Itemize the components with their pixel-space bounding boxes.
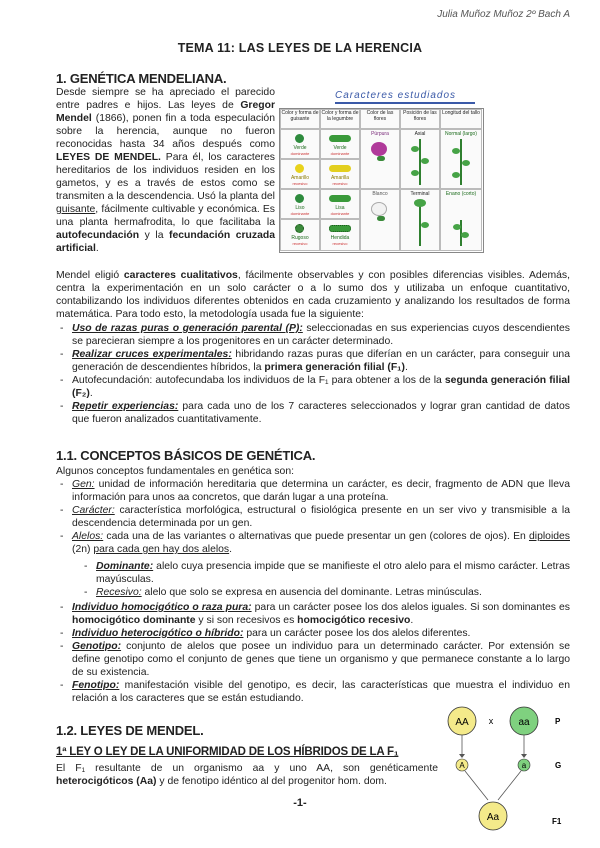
- mendel-method-paragraph: Mendel eligió caracteres cualitativos, fácilmente observables y con posibles diferencias visibles. Además, centra la experimentación en un solo carácter o a lo sumo dos y utilizaba un enfoque cuantitativo, contabilizando los individuos diferentes obtenidos en cada cruzamiento y analizando los resultados de forma matemática. Para todo esto, la metodología usada fue la siguiente:: [56, 270, 570, 320]
- list-item: - Fenotipo: manifestación visible del genotipo, es decir, las características que muestra el individuo en relación a los caracteres que se están estudiando.: [56, 679, 570, 705]
- page-title: TEMA 11: LAS LEYES DE LA HERENCIA: [177, 41, 423, 55]
- list-item: - Carácter: característica morfológica, estructural o fisiológica presente en un ser vivo y transmisible a la descendencia determinada por un gen.: [56, 504, 570, 530]
- stem-tall: Normal (largo): [440, 129, 482, 189]
- flower-purple: Púrpura: [360, 129, 400, 189]
- first-law-diagram: [430, 700, 590, 848]
- first-law-text: El F₁ resultante de un organismo aa y uno AA, son genéticamente heterocigóticos (Aa) y de fenotipo idéntico al del progenitor hom. dom.: [56, 763, 438, 787]
- svg-text:aa: aa: [518, 717, 530, 728]
- gamete-a: [518, 759, 530, 771]
- list-item: - Dominante: alelo cuya presencia impide que se manifieste el otro alelo para el mismo carácter. Letras mayúsculas.: [56, 560, 570, 586]
- seed-wrinkled: Rugoso recesivo: [280, 219, 320, 251]
- seed-smooth: Liso dominante: [280, 189, 320, 219]
- svg-text:Aa: Aa: [486, 812, 500, 823]
- pod-constricted: Hendida recesivo: [320, 219, 360, 251]
- parent-AA: [448, 707, 476, 735]
- author-header: Julia Muñoz Muñoz 2º Bach A: [437, 9, 570, 20]
- label-G: G: [555, 761, 562, 770]
- list-item: - Repetir experiencias: para cada uno de los 7 caracteres seleccionados y lograr gran cantidad de datos que fueron analizados cuantitativamente.: [56, 400, 570, 426]
- concepts-list: [56, 478, 570, 556]
- seed-yellow: Amarillo recesivo: [280, 159, 320, 189]
- method-list: [56, 322, 570, 426]
- offspring-Aa: [479, 802, 507, 830]
- list-item: - Realizar cruces experimentales: hibridando razas puras que diferían en un carácter, para conseguir una generación de descendientes híbridos, la primera generación filial (F₁).: [56, 348, 570, 374]
- figure-title: Caracteres estudiados: [335, 90, 457, 101]
- list-item: - Autofecundación: autofecundaba los individuos de la F₁ para obtener a los de la segunda generación filial (F₂).: [56, 374, 570, 400]
- characters-figure: [279, 86, 482, 251]
- flower-axial: Axial: [400, 129, 440, 189]
- seed-green: Verde dominante: [280, 129, 320, 159]
- parent-aa: [510, 707, 538, 735]
- intro-paragraph: Desde siempre se ha apreciado el parecido entre padres e hijos. Las leyes de Gregor Mendel (1866), ponen fin a toda especulación sobre la herencia, aunque no fueron reconocidas hasta 34 años después como LEYES DE MENDEL. Para él, los caracteres hereditarios de los individuos residen en los gametos, y es a través de estos como se transmiten a la descendencia. Usó la planta del guisante, fácilmente cultivable y económica. Es una planta hermafrodita, lo que facilitaba la autofecundación y la fecundación cruzada artificial.: [56, 87, 275, 254]
- list-item: - Gen: unidad de información hereditaria que determina un carácter, es decir, fragmento de ADN que lleva información para unos aa concretos, que darán lugar a una proteína.: [56, 478, 570, 504]
- section-heading-1-1: 1.1. CONCEPTOS BÁSICOS DE GENÉTICA.: [56, 448, 316, 463]
- header-pod: Color y forma de la legumbre: [320, 109, 360, 129]
- label-P: P: [555, 717, 561, 726]
- header-stem: Longitud del tallo: [440, 109, 482, 129]
- alleles-sublist: [56, 560, 570, 599]
- list-item: - Individuo heterocigótico o híbrido: para un carácter posee los dos alelos diferentes.: [56, 627, 570, 640]
- section-heading-1-2: 1.2. LEYES DE MENDEL.: [56, 723, 204, 738]
- stem-dwarf: Enano (corto): [440, 189, 482, 251]
- flower-terminal: Terminal: [400, 189, 440, 251]
- pod-smooth: Lisa dominante: [320, 189, 360, 219]
- section-heading-1: 1. GENÉTICA MENDELIANA.: [56, 71, 227, 86]
- flower-white: Blanco: [360, 189, 400, 251]
- page-number: -1-: [293, 797, 307, 809]
- list-item: - Genotipo: conjunto de alelos que posee un individuo para un determinado carácter. Por extensión se define genotipo como el conjunto de genes que tiene un organismo y que permanece constante a lo largo de su existencia.: [56, 640, 570, 679]
- pod-yellow: Amarilla recesivo: [320, 159, 360, 189]
- cross-symbol: x: [488, 716, 494, 726]
- list-item: - Alelos: cada una de las variantes o alternativas que puede presentar un gen (colores de ojos). En diploides (2n) para cada gen hay dos alelos.: [56, 530, 570, 556]
- header-seed: Color y forma de guisante: [280, 109, 320, 129]
- svg-text:AA: AA: [455, 717, 469, 728]
- svg-text:a: a: [521, 761, 527, 770]
- concepts-list-2: [56, 601, 570, 705]
- pod-green: Verde dominante: [320, 129, 360, 159]
- label-F1: F1: [552, 817, 562, 826]
- list-item: - Uso de razas puras o generación parental (P): seleccionadas en sus experiencias cuyos descendientes se parecieran siempre a los progenitores en un carácter determinado.: [56, 322, 570, 348]
- header-flower-pos: Posición de las flores: [400, 109, 440, 129]
- list-item: - Individuo homocigótico o raza pura: para un carácter posee los dos alelos iguales. Si son dominantes es homocigótico dominante y si son recesivos es homocigótico recesivo.: [56, 601, 570, 627]
- concepts-intro: Algunos conceptos fundamentales en genética son:: [56, 466, 294, 477]
- list-item: - Recesivo: alelo que solo se expresa en ausencia del dominante. Letras minúsculas.: [56, 586, 570, 599]
- svg-text:A: A: [459, 761, 465, 770]
- gamete-A: [456, 759, 468, 771]
- header-flower-color: Color de las flores: [360, 109, 400, 129]
- first-law-heading: 1ª LEY O LEY DE LA UNIFORMIDAD DE LOS HÍBRIDOS DE LA F₁: [56, 746, 399, 758]
